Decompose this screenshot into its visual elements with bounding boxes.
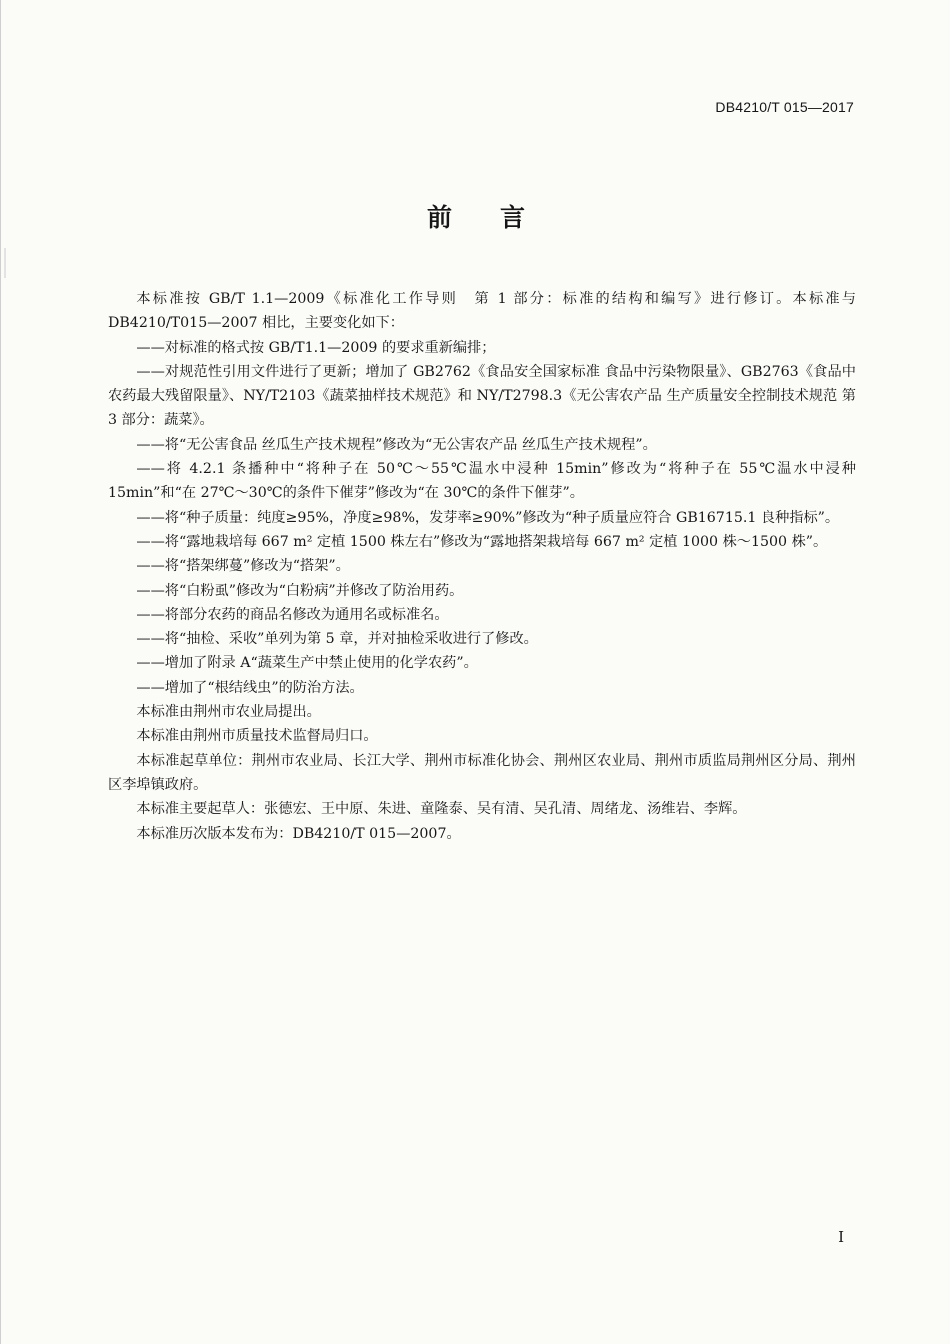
paragraph-add-appendix: ——增加了附录 A“蔬菜生产中禁止使用的化学农药”。 bbox=[136, 655, 478, 672]
paragraph-version-history: 本标准历次版本发布为：DB4210/T 015—2007。 bbox=[136, 825, 461, 842]
paragraph-change-sampling: ——将“抽检、采收”单列为第 5 章，并对抽检采收进行了修改。 bbox=[136, 631, 538, 648]
page-title: 前言 bbox=[426, 203, 573, 232]
paragraph-add-nematode: ——增加了“根结线虫”的防治方法。 bbox=[136, 679, 364, 696]
foreword-body bbox=[108, 287, 856, 846]
page-number: I bbox=[838, 1228, 844, 1246]
paragraph-change-references: ——对规范性引用文件进行了更新；增加了 GB2762《食品安全国家标准 食品中污染物限量》、GB2763《食品中农药最大残留限量》、NY/T2103《蔬菜抽样技术规范》和 NY/T2798.3《无公害农产品 生产质量安全控制技术规范 第 3 部分：蔬菜》。 bbox=[108, 363, 856, 429]
paragraph-change-title: ——将“无公害食品 丝瓜生产技术规程”修改为“无公害农产品 丝瓜生产技术规程”。 bbox=[136, 436, 657, 453]
paragraph-administrator: 本标准由荆州市质量技术监督局归口。 bbox=[136, 728, 378, 745]
paragraph-change-planting-density: ——将“露地栽培每 667 m² 定植 1500 株左右”修改为“露地搭架栽培每 667 m² 定植 1000 株～1500 株”。 bbox=[136, 533, 828, 550]
document-code: DB4210/T 015—2017 bbox=[715, 99, 854, 115]
paragraph-change-pesticide-names: ——将部分农药的商品名修改为通用名或标准名。 bbox=[136, 606, 449, 623]
paragraph-drafting-units: 本标准起草单位：荆州市农业局、长江大学、荆州市标准化协会、荆州区农业局、荆州市质监局荆州区分局、荆州区李埠镇政府。 bbox=[108, 752, 856, 793]
paragraph-change-trellis: ——将“搭架绑蔓”修改为“搭架”。 bbox=[136, 558, 350, 575]
scan-edge-mark bbox=[4, 248, 6, 278]
paragraph-change-soaking: ——将 4.2.1 条播种中“将种子在 50℃～55℃温水中浸种 15min”修改为“将种子在 55℃温水中浸种 15min”和“在 27℃～30℃的条件下催芽”修改为“在 30℃的条件下催芽”。 bbox=[108, 461, 856, 502]
paragraph-proposer: 本标准由荆州市农业局提出。 bbox=[136, 704, 321, 721]
paragraph-drafters: 本标准主要起草人：张德宏、王中原、朱进、童隆泰、吴有清、吴孔清、周绪龙、汤维岩、李辉。 bbox=[136, 801, 747, 818]
paragraph-intro: 本标准按 GB/T 1.1—2009《标准化工作导则 第 1 部分：标准的结构和编写》进行修订。本标准与 DB4210/T015—2007 相比，主要变化如下： bbox=[108, 291, 856, 332]
paragraph-change-format: ——对标准的格式按 GB/T1.1—2009 的要求重新编排； bbox=[136, 339, 496, 356]
paragraph-change-seed-quality: ——将“种子质量：纯度≥95%，净度≥98%，发芽率≥90%”修改为“种子质量应符合 GB16715.1 良种指标”。 bbox=[136, 509, 840, 526]
paragraph-change-powdery-mildew: ——将“白粉虱”修改为“白粉病”并修改了防治用药。 bbox=[136, 582, 464, 599]
